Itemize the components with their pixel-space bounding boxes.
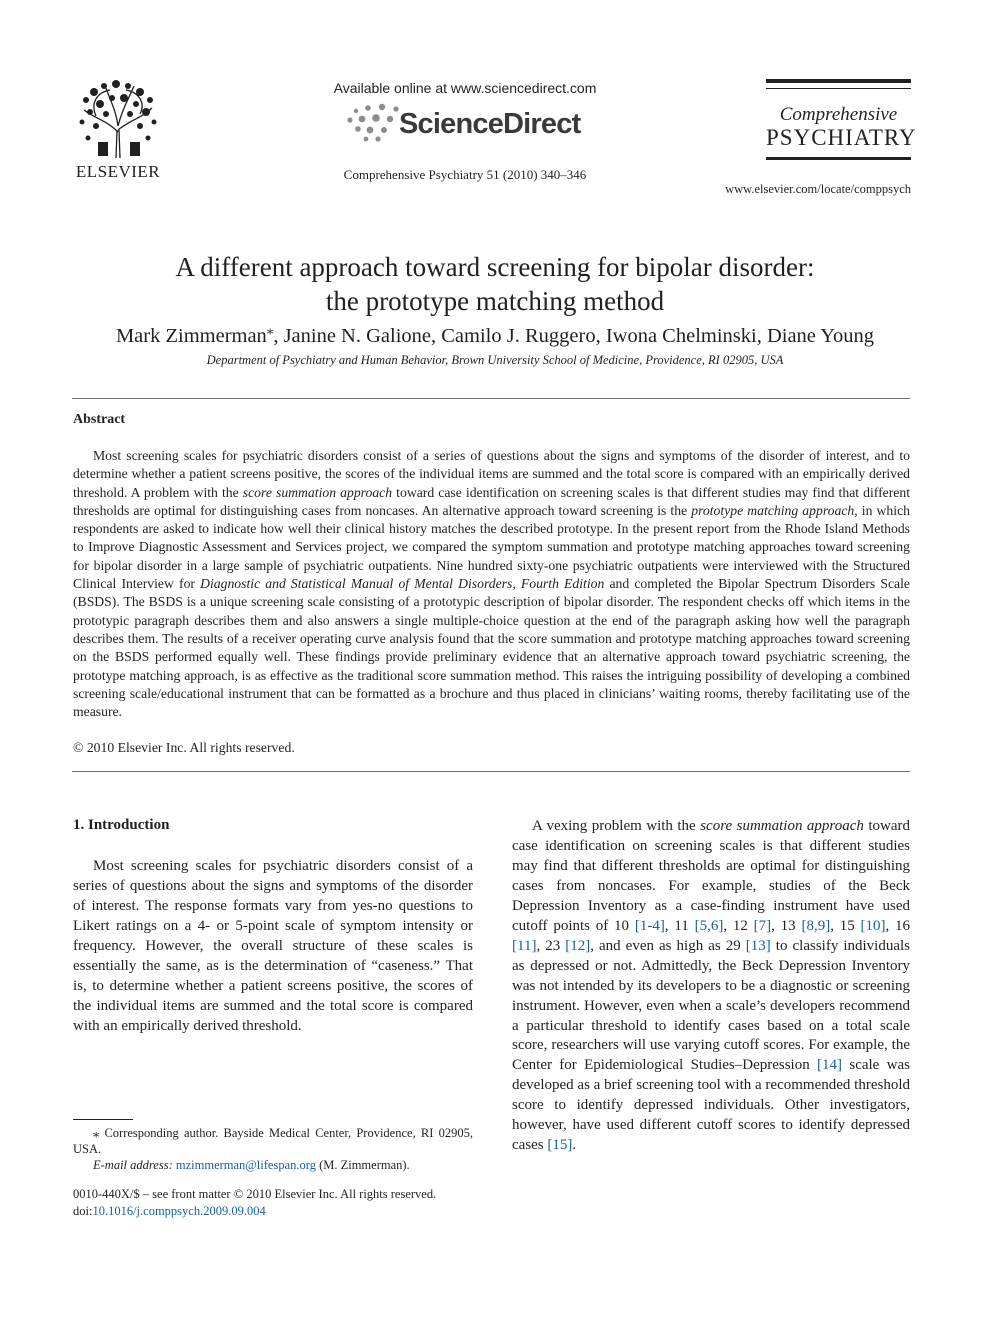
journal-name-line1: Comprehensive: [779, 104, 898, 125]
right-column-paragraph: [512, 817, 910, 1156]
body-text: toward case identification on screening scales is that different studies may find that different thresholds are optimal for distinguishing cases from noncases. For example, studies of the Beck Depression Inventory as a case-finding instrument have used cutoff points of 10: [512, 818, 911, 934]
title-line-2: the prototype matching method: [325, 286, 665, 316]
citation-link[interactable]: [7]: [753, 917, 772, 934]
body-text: , 23: [536, 937, 566, 954]
corresponding-author-mark[interactable]: ⁎: [266, 322, 274, 337]
abstract-text: , in which respondents are asked to indicate how well their clinical history matches the described prototype. In the present report from the Rhode Island Methods to Improve Diagnostic Assessment and Services project, we compared the symptom summation and prototype matching approaches toward screening for bipolar disorder in a large sample of psychiatric outpatients. Nine hundred sixty-one psychiatric outpatients were interviewed with the Structured Clinical Interview for: [73, 502, 910, 592]
body-text: scale was developed as a brief screening tool with a recommended threshold score to identify depressed individuals. Other investigators, however, have used different cutoff scores to identify depressed cases: [512, 1057, 910, 1154]
abstract-emphasis: Diagnostic and Statistical Manual of Mental Disorders, Fourth Edition: [200, 576, 605, 592]
abstract-text: and completed the Bipolar Spectrum Disorders Scale (BSDS). The BSDS is a unique screening scale consisting of a prototypic description of bipolar disorder. The respondent checks off which items in the prototypic paragraph describes them and also answers a single multiple-choice question at the end of the paragraph asking how well the paragraph describes them. The results of a receiver operating curve analysis found that the score summation and prototype matching approaches toward screening on the BSDS performed equally well. These findings provide preliminary evidence that an alternative approach toward psychiatric screening, the prototype matching approach, is as effective as the traditional score summation method. This raises the intriguing possibility of developing a combined screening scale/educational instrument that can be formatted as a brochure and thus placed in clinicians’ waiting rooms, thereby facilitating use of the measure.: [73, 576, 910, 720]
elsevier-logo: [72, 80, 164, 184]
citation-link[interactable]: [5,6]: [694, 917, 724, 934]
doi-line: [73, 1204, 266, 1219]
author-first[interactable]: Mark Zimmerman: [115, 324, 267, 347]
section-divider: [72, 771, 910, 772]
doi-link[interactable]: 10.1016/j.comppsych.2009.09.004: [92, 1204, 266, 1218]
abstract-text: Most screening scales for psychiatric disorders consist of a series of questions about the signs and symptoms of the disorder of interest, and to determine whether a patient screens positive, the scores of the individual items are summed and the total score is compared with an empirically derived threshold. A problem with the: [73, 448, 910, 500]
abstract-copyright: © 2010 Elsevier Inc. All rights reserved.: [73, 740, 295, 755]
journal-logo-rule: [766, 157, 911, 160]
email-link[interactable]: mzimmerman@lifespan.org: [175, 1158, 316, 1172]
citation-link[interactable]: [10]: [860, 917, 886, 934]
email-label: E-mail address:: [93, 1158, 176, 1172]
citation-link[interactable]: [1-4]: [634, 917, 665, 934]
author-list: [60, 322, 930, 348]
intro-heading: 1. Introduction: [73, 817, 170, 833]
citation-link[interactable]: [14]: [817, 1057, 843, 1074]
body-text: .: [572, 1137, 577, 1154]
issn-line: 0010-440X/$ – see front matter © 2010 Elsevier Inc. All rights reserved.: [73, 1187, 437, 1201]
affiliation: Department of Psychiatry and Human Behavior, Brown University School of Medicine, Providence, RI 02905, USA: [206, 353, 784, 367]
sciencedirect-dots-icon: [344, 103, 404, 143]
journal-name-line2: PSYCHIATRY: [766, 125, 917, 150]
available-online-text: Available online at www.sciencedirect.com: [333, 80, 597, 96]
elsevier-tree-icon: [76, 80, 160, 160]
footnote-corresponding: ⁎ Corresponding author. Bayside Medical Center, Providence, RI 02905, USA.: [73, 1126, 473, 1156]
body-text: , 15: [830, 917, 861, 934]
section-divider: [72, 398, 910, 399]
abstract-heading: Abstract: [73, 412, 126, 427]
footnote-email: [93, 1158, 410, 1173]
body-text: , 12: [723, 917, 754, 934]
abstract-emphasis: prototype matching approach: [691, 502, 855, 518]
abstract-text: toward case identification on screening scales is that different studies may find that different thresholds are optimal for distinguishing cases from noncases. An alternative approach toward screening is the: [73, 484, 911, 518]
body-text: , 11: [664, 917, 695, 934]
title-line-1: A different approach toward screening for bipolar disorder:: [175, 252, 815, 282]
abstract-body: [73, 447, 910, 721]
citation-link[interactable]: [8,9]: [801, 917, 831, 934]
citation-link[interactable]: [11]: [512, 937, 537, 954]
elsevier-wordmark: ELSEVIER: [75, 162, 161, 181]
citation-link[interactable]: [15]: [547, 1137, 573, 1154]
body-text: A vexing problem with the: [532, 818, 701, 834]
journal-citation: Comprehensive Psychiatry 51 (2010) 340–346: [343, 167, 587, 182]
body-text: , and even as high as 29: [590, 937, 746, 954]
intro-paragraph: Most screening scales for psychiatric disorders consist of a series of questions about the signs and symptoms of the disorder of interest. The response formats vary from yes-no questions to Likert ratings on a 4- or 5-point scale of symptom intensity or frequency. However, the overall structure of these scales is essentially the same, as is the determination of “caseness.” That is, to determine whether a patient screens positive, the scores of the individual items are summed and the total score is compared with an empirically derived threshold.: [73, 858, 473, 1034]
citation-link[interactable]: [13]: [745, 937, 771, 954]
doi-label: doi:: [73, 1204, 93, 1218]
email-owner: (M. Zimmerman).: [315, 1158, 410, 1172]
body-emphasis: score summation approach: [700, 818, 864, 834]
paper-title: [60, 250, 930, 318]
journal-logo-rule: [766, 79, 911, 83]
body-text: , 13: [771, 917, 802, 934]
journal-logo-rule: [766, 88, 911, 89]
footnote-rule: [73, 1119, 133, 1120]
sciencedirect-logo: [344, 103, 594, 145]
sciencedirect-wordmark: ScienceDirect: [399, 108, 581, 140]
citation-link[interactable]: [12]: [565, 937, 591, 954]
journal-url[interactable]: www.elsevier.com/locate/comppsych: [725, 182, 911, 196]
body-text: to classify individuals as depressed or not. Admittedly, the Beck Depression Inventory was not intended by its developers to be a diagnostic or screening instrument. However, even when a scale’s developers recommend a particular threshold to identify cases based on a total scale score, researchers will use varying cutoff scores. For example, the Center for Epidemiological Studies–Depression: [512, 937, 911, 1074]
author-rest: , Janine N. Galione, Camilo J. Ruggero, Iwona Chelminski, Diane Young: [273, 324, 875, 347]
abstract-emphasis: score summation approach: [242, 484, 393, 500]
body-text: , 16: [885, 917, 911, 934]
